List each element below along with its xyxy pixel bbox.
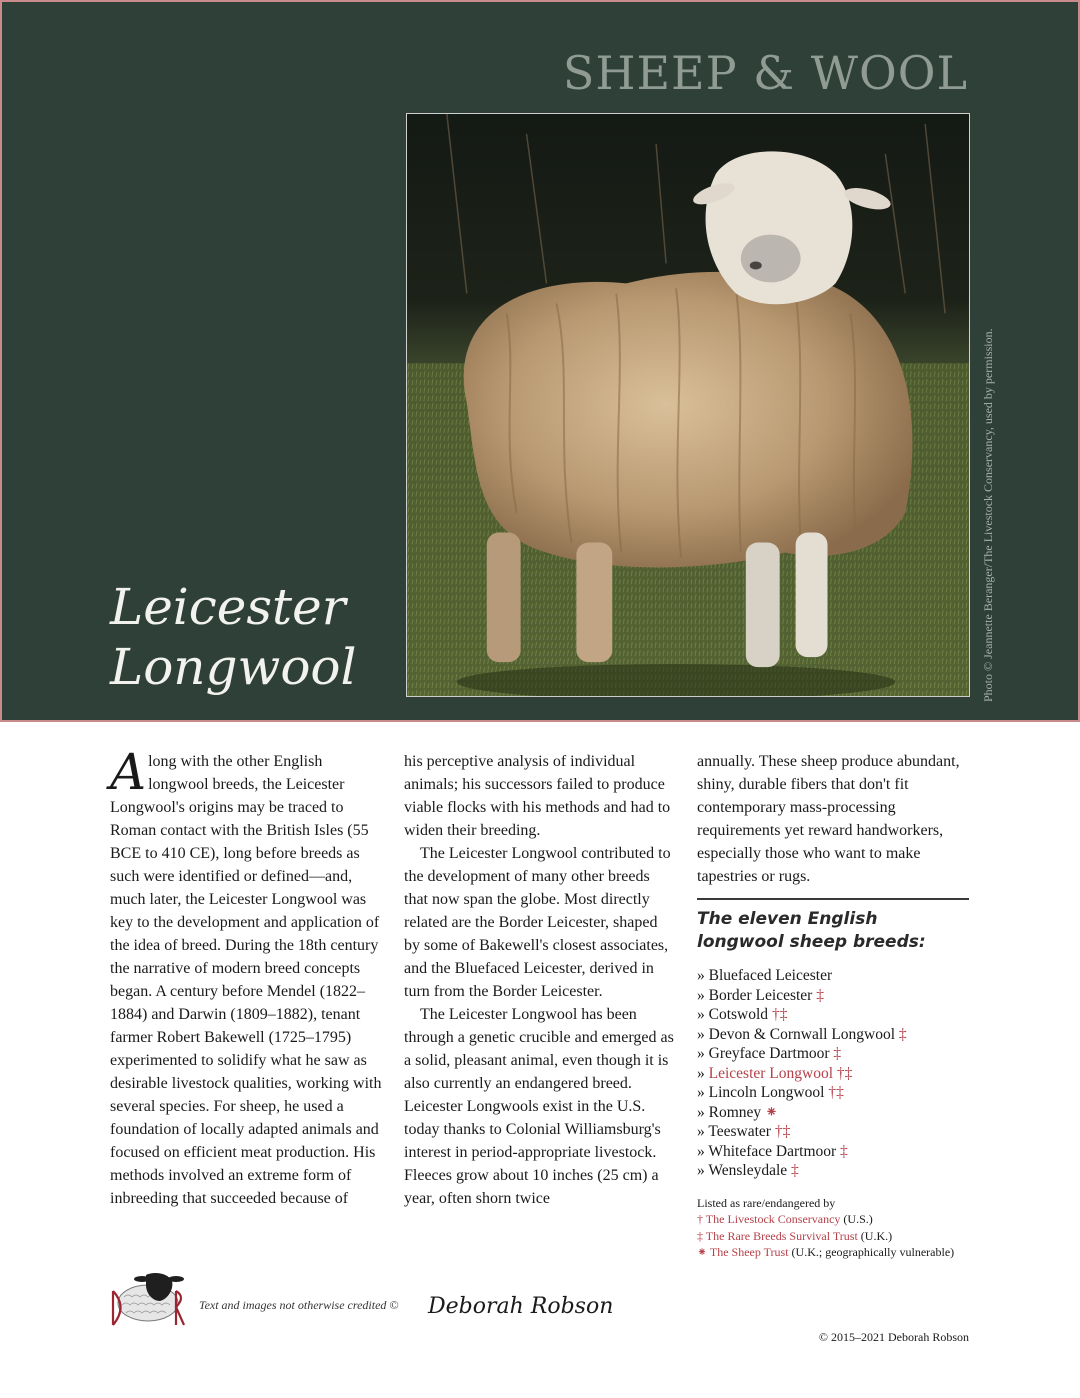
status-mark: †‡: [828, 1084, 844, 1101]
breed-item: [697, 1044, 969, 1064]
breed-item: [697, 1122, 969, 1142]
legend-item: [697, 1244, 969, 1261]
legend-note: (U.K.): [860, 1228, 893, 1243]
status-mark: ⁕: [765, 1103, 779, 1121]
article-paragraph: annually. These sheep produce abundant, shiny, durable fibers that don't fit contemporary mass-processing requirements yet reward handworkers, especially those who want to make tapestries or rugs.: [697, 753, 960, 885]
breed-item: [697, 1083, 969, 1103]
brand-title: SHEEP & WOOL: [562, 46, 968, 100]
status-mark: †‡: [771, 1006, 788, 1023]
breed-name: Greyface Dartmoor: [708, 1045, 830, 1062]
breed-name: Teeswater: [708, 1123, 771, 1140]
legend-org: The Livestock Conservancy: [705, 1212, 841, 1226]
author-signature: Deborah Robson: [428, 1294, 614, 1319]
breed-list: [697, 966, 969, 1181]
drop-cap: A: [110, 743, 147, 801]
bullet: »: [697, 1142, 705, 1160]
legend-mark: ⁕: [697, 1245, 708, 1259]
legend-org: The Rare Breeds Survival Trust: [705, 1228, 858, 1243]
article-paragraph: his perceptive analysis of individual animals; his successors failed to produce viable flocks with his methods and had to widen their breeding.: [404, 753, 671, 839]
bullet: »: [697, 1162, 705, 1179]
status-mark: ‡: [833, 1045, 842, 1062]
breed-item: [697, 1161, 969, 1181]
breed-name: Wensleydale: [708, 1162, 788, 1179]
breed-item: [697, 1005, 969, 1025]
bullet: »: [697, 1123, 705, 1140]
article-text: long with the other English longwool breeds, the Leicester Longwool's origins may be traced to Roman contact with the British Isles (55 BCE to 410 CE), long before breeds as such were identified or defined—and, much later, the Leicester Longwool was key to the development and application of the idea of breed. During the 18th century the narrative of modern breed concepts began. A century before Mendel (1822–1884) and Darwin (1809–1882), tenant farmer Robert Bakewell (1725–1795) experimented to solidify what he saw as desirable livestock qualities, working with several species. For sheep, he used a foundation of locally adapted animals and focused on efficient meat production. His methods involved an extreme form of inbreeding that succeeded because of: [110, 753, 382, 1207]
status-mark: †‡: [836, 1064, 853, 1082]
status-mark: ‡: [816, 986, 824, 1004]
breed-name: Border Leicester: [708, 986, 813, 1004]
breed-name: Devon & Cornwall Longwool: [708, 1025, 896, 1043]
title-line-2: Longwool: [110, 638, 357, 696]
breed-name: Whiteface Dartmoor: [708, 1142, 837, 1160]
article-column-2: [404, 750, 674, 1210]
bullet: »: [697, 1064, 705, 1082]
credit-note: Text and images not otherwise credited ©: [199, 1298, 399, 1312]
breed-item: [697, 1025, 969, 1045]
bullet: »: [697, 1006, 705, 1023]
title-line-1: Leicester: [110, 578, 346, 636]
legend-intro: Listed as rare/endangered by: [697, 1195, 836, 1210]
status-legend: [697, 1195, 969, 1261]
legend-item: [697, 1211, 969, 1228]
page-title: [110, 577, 357, 697]
bullet: »: [697, 1045, 705, 1062]
legend-note: (U.S.): [843, 1212, 873, 1226]
legend-mark: †: [697, 1212, 703, 1226]
sheep-illustration: [407, 114, 969, 696]
breed-item: [697, 1142, 969, 1162]
copyright: © 2015–2021 Deborah Robson: [818, 1330, 969, 1344]
breed-name: Leicester Longwool: [708, 1064, 834, 1082]
article-paragraph: The Leicester Longwool has been through a genetic crucible and emerged as a solid, pleasant animal, even though it is also currently an endangered breed. Leicester Longwools exist in the U.S. today thanks to Colonial Williamsburg's interest in period-appropriate livestock. Fleeces grow about 10 inches (25 cm) a year, often shorn twice: [404, 1006, 674, 1207]
bullet: »: [697, 1025, 705, 1043]
photo-credit: Photo © Jeannette Beranger/The Livestock Conservancy, used by permission.: [981, 328, 995, 702]
status-mark: ‡: [840, 1142, 848, 1160]
status-mark: ‡: [791, 1162, 799, 1179]
legend-org: The Sheep Trust: [709, 1245, 789, 1259]
sheep-photo: [406, 113, 970, 697]
breed-item: [697, 1103, 969, 1123]
status-mark: ‡: [898, 1025, 907, 1043]
bullet: »: [697, 986, 705, 1004]
breed-item-current: [697, 1064, 969, 1084]
bullet: »: [697, 967, 705, 984]
breed-name: Cotswold: [708, 1006, 769, 1023]
author-logo: [110, 1267, 186, 1327]
article-paragraph: [110, 743, 385, 1210]
article-column-1: [110, 743, 385, 1210]
breed-name: Bluefaced Leicester: [708, 967, 833, 984]
article-paragraph: The Leicester Longwool contributed to the development of many other breeds that now span the globe. Most directly related are the Border Leicester, shaped by some of Bakewell's closest associates, and the Bluefaced Leicester, derived in turn from the Border Leicester.: [404, 845, 671, 1000]
breed-item: [697, 986, 969, 1006]
bullet: »: [697, 1084, 705, 1101]
legend-item: [697, 1228, 969, 1245]
sheep-logo-icon: [110, 1267, 186, 1327]
breed-list-title: The eleven English longwool sheep breeds:: [697, 909, 926, 952]
bullet: »: [697, 1103, 705, 1121]
breed-name: Romney: [708, 1103, 762, 1121]
legend-mark: ‡: [697, 1228, 703, 1243]
breed-item: [697, 966, 969, 986]
legend-note: (U.K.; geographically vulnerable): [791, 1245, 955, 1259]
section-divider: [697, 898, 969, 900]
status-mark: †‡: [774, 1123, 791, 1140]
article-column-3: [697, 750, 969, 1261]
breed-name: Lincoln Longwool: [708, 1084, 825, 1101]
